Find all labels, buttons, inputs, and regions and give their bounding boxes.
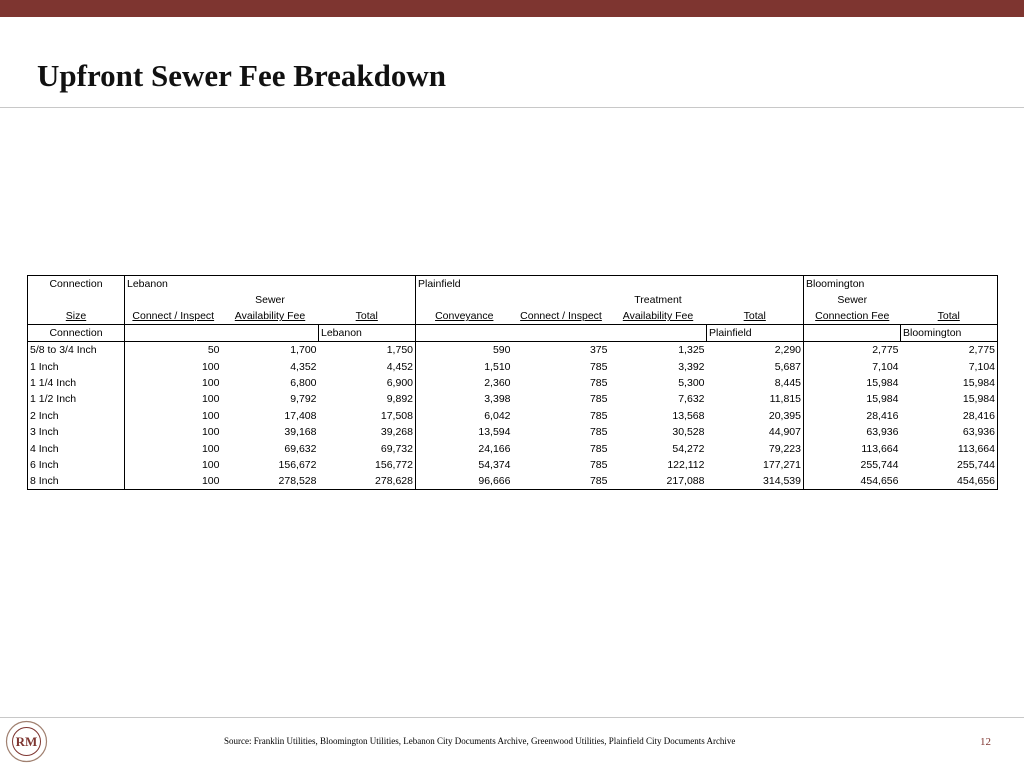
cell-size: 1 1/4 Inch — [28, 375, 125, 391]
cell-bloomington-total: 63,936 — [901, 424, 998, 440]
cell-bloomington-fee: 7,104 — [804, 358, 901, 374]
cell-plainfield-total: 44,907 — [707, 424, 804, 440]
cell-lebanon-connect: 100 — [125, 457, 222, 473]
table-row — [28, 408, 998, 424]
table-row — [28, 342, 998, 359]
table-row — [28, 391, 998, 407]
cell-lebanon-total: 278,628 — [319, 473, 416, 490]
sewer-fee-table — [27, 275, 998, 490]
header-bloomington-total: Total — [901, 308, 998, 325]
cell-bloomington-fee: 113,664 — [804, 440, 901, 456]
cell-plainfield-total: 20,395 — [707, 408, 804, 424]
cell-plainfield-conveyance: 24,166 — [416, 440, 513, 456]
cell-plainfield-availability: 217,088 — [610, 473, 707, 490]
cell-bloomington-fee: 15,984 — [804, 375, 901, 391]
cell-plainfield-availability: 13,568 — [672, 409, 705, 422]
cell-plainfield-connect: 785 — [589, 442, 608, 455]
cell-plainfield-connect: 375 — [589, 344, 608, 357]
header-row-category — [28, 292, 998, 308]
cell-lebanon-total: 39,268 — [319, 424, 416, 440]
cell-bloomington-fee: 2,775 — [804, 342, 901, 359]
subheader-connection: Connection — [28, 325, 125, 342]
company-logo — [4, 719, 49, 764]
header-plainfield-connect-inspect: Connect / Inspect — [520, 310, 602, 323]
header-plainfield-conveyance: Conveyance — [416, 308, 513, 325]
cell-lebanon-total: 156,772 — [319, 457, 416, 473]
cell-plainfield-connect: 785 — [513, 473, 610, 490]
cell-bloomington-fee: 454,656 — [804, 473, 901, 490]
cell-bloomington-total: 113,664 — [901, 440, 998, 456]
cell-plainfield-connect: 785 — [589, 458, 608, 471]
cell-plainfield-total: 314,539 — [707, 473, 804, 490]
cell-plainfield-availability: 5,300 — [678, 376, 705, 389]
source-note: Source: Franklin Utilities, Bloomington Utilities, Lebanon City Documents Archive, Greenwood Utilities, Plainfield City Documents Archive — [224, 736, 736, 746]
cell-lebanon-availability: 1,700 — [290, 344, 317, 357]
cell-plainfield-total: 5,687 — [707, 358, 804, 374]
cell-plainfield-conveyance: 96,666 — [416, 473, 513, 490]
cell-lebanon-total: 6,900 — [319, 375, 416, 391]
cell-bloomington-total: 15,984 — [901, 375, 998, 391]
cell-lebanon-total: 9,892 — [319, 391, 416, 407]
cell-bloomington-fee: 255,744 — [804, 457, 901, 473]
header-plainfield: Plainfield — [416, 276, 513, 293]
cell-lebanon-connect: 100 — [125, 358, 222, 374]
cell-plainfield-availability: 54,272 — [672, 442, 705, 455]
cell-size: 4 Inch — [28, 440, 125, 456]
cell-bloomington-total: 7,104 — [901, 358, 998, 374]
cell-plainfield-conveyance: 13,594 — [416, 424, 513, 440]
subheader-lebanon: Lebanon — [319, 325, 416, 342]
cell-size: 2 Inch — [28, 408, 125, 424]
cell-plainfield-total: 2,290 — [707, 342, 804, 359]
cell-plainfield-conveyance: 54,374 — [416, 457, 513, 473]
cell-lebanon-connect: 100 — [125, 375, 222, 391]
table-row — [28, 473, 998, 490]
cell-lebanon-connect: 100 — [125, 440, 222, 456]
cell-plainfield-availability: 3,392 — [678, 360, 705, 373]
cell-size: 3 Inch — [28, 424, 125, 440]
cell-plainfield-total: 79,223 — [707, 440, 804, 456]
cell-bloomington-total: 454,656 — [901, 473, 998, 490]
cell-bloomington-total: 15,984 — [901, 391, 998, 407]
cell-plainfield-total: 8,445 — [707, 375, 804, 391]
table-row — [28, 440, 998, 456]
page-number: 12 — [980, 736, 991, 748]
header-lebanon-connect-inspect: Connect / Inspect — [125, 308, 222, 325]
header-plainfield-total: Total — [743, 310, 766, 323]
cell-plainfield-total: 177,271 — [707, 457, 804, 473]
cell-size: 8 Inch — [28, 473, 125, 490]
header-plainfield-availability-fee: Availability Fee — [622, 310, 694, 323]
table-row — [28, 375, 998, 391]
cell-lebanon-connect: 100 — [125, 408, 222, 424]
cell-plainfield-availability: 122,112 — [667, 458, 705, 471]
cell-bloomington-fee: 15,984 — [804, 391, 901, 407]
cell-plainfield-conveyance: 6,042 — [416, 408, 513, 424]
cell-bloomington-fee: 63,936 — [804, 424, 901, 440]
cell-lebanon-availability: 156,672 — [278, 458, 317, 471]
cell-bloomington-total: 255,744 — [901, 457, 998, 473]
logo-text: RM — [15, 734, 38, 749]
cell-bloomington-fee: 28,416 — [804, 408, 901, 424]
cell-lebanon-connect: 100 — [125, 424, 222, 440]
top-accent-bar — [0, 0, 1024, 17]
cell-plainfield-conveyance: 590 — [416, 342, 513, 359]
cell-plainfield-availability: 30,528 — [672, 426, 705, 439]
cell-lebanon-availability: 278,528 — [222, 473, 319, 490]
cell-plainfield-connect: 785 — [589, 376, 608, 389]
cell-lebanon-availability: 17,408 — [284, 409, 317, 422]
header-size: Size — [28, 308, 125, 325]
cell-plainfield-conveyance: 3,398 — [416, 391, 513, 407]
subheader-row — [28, 325, 998, 342]
subheader-plainfield: Plainfield — [707, 325, 804, 342]
header-bloomington-connection-fee: Connection Fee — [804, 308, 901, 325]
table-row — [28, 358, 998, 374]
table-row — [28, 457, 998, 473]
cell-plainfield-connect: 785 — [589, 409, 608, 422]
cell-lebanon-availability: 6,800 — [290, 376, 317, 389]
cell-plainfield-connect: 785 — [589, 426, 608, 439]
title-divider — [0, 107, 1024, 108]
header-bloomington: Bloomington — [804, 276, 901, 293]
cell-plainfield-total: 11,815 — [707, 391, 804, 407]
cell-plainfield-conveyance: 1,510 — [416, 358, 513, 374]
cell-bloomington-total: 28,416 — [901, 408, 998, 424]
header-lebanon: Lebanon — [125, 276, 222, 293]
footer-divider — [0, 717, 1024, 718]
slide-title: Upfront Sewer Fee Breakdown — [37, 58, 447, 93]
cell-plainfield-connect: 785 — [589, 393, 608, 406]
cell-size: 6 Inch — [28, 457, 125, 473]
cell-lebanon-total: 4,452 — [319, 358, 416, 374]
header-row-regions — [28, 276, 998, 293]
header-lebanon-availability-fee: Availability Fee — [234, 310, 306, 323]
cell-plainfield-connect: 785 — [589, 360, 608, 373]
cell-plainfield-availability: 7,632 — [678, 393, 705, 406]
cell-plainfield-availability: 1,325 — [678, 344, 705, 357]
cell-lebanon-availability: 4,352 — [290, 360, 317, 373]
cell-bloomington-total: 2,775 — [901, 342, 998, 359]
header-bloomington-sewer: Sewer — [804, 292, 901, 308]
header-lebanon-total: Total — [355, 310, 378, 323]
cell-lebanon-connect: 100 — [125, 391, 222, 407]
cell-size: 1 Inch — [28, 358, 125, 374]
cell-lebanon-availability: 9,792 — [290, 393, 317, 406]
cell-size: 5/8 to 3/4 Inch — [28, 342, 125, 359]
cell-lebanon-total: 69,732 — [319, 440, 416, 456]
cell-plainfield-conveyance: 2,360 — [416, 375, 513, 391]
cell-lebanon-connect: 100 — [125, 473, 222, 490]
header-connection: Connection — [28, 276, 125, 293]
cell-lebanon-availability: 39,168 — [284, 426, 317, 439]
header-lebanon-sewer: Sewer — [255, 294, 285, 307]
cell-lebanon-connect: 50 — [125, 342, 222, 359]
cell-lebanon-total: 1,750 — [319, 342, 416, 359]
cell-size: 1 1/2 Inch — [28, 391, 125, 407]
table-row — [28, 424, 998, 440]
header-plainfield-treatment: Treatment — [634, 294, 682, 307]
subheader-bloomington: Bloomington — [901, 325, 998, 342]
cell-lebanon-total: 17,508 — [319, 408, 416, 424]
cell-lebanon-availability: 69,632 — [284, 442, 317, 455]
header-row-columns — [28, 308, 998, 325]
